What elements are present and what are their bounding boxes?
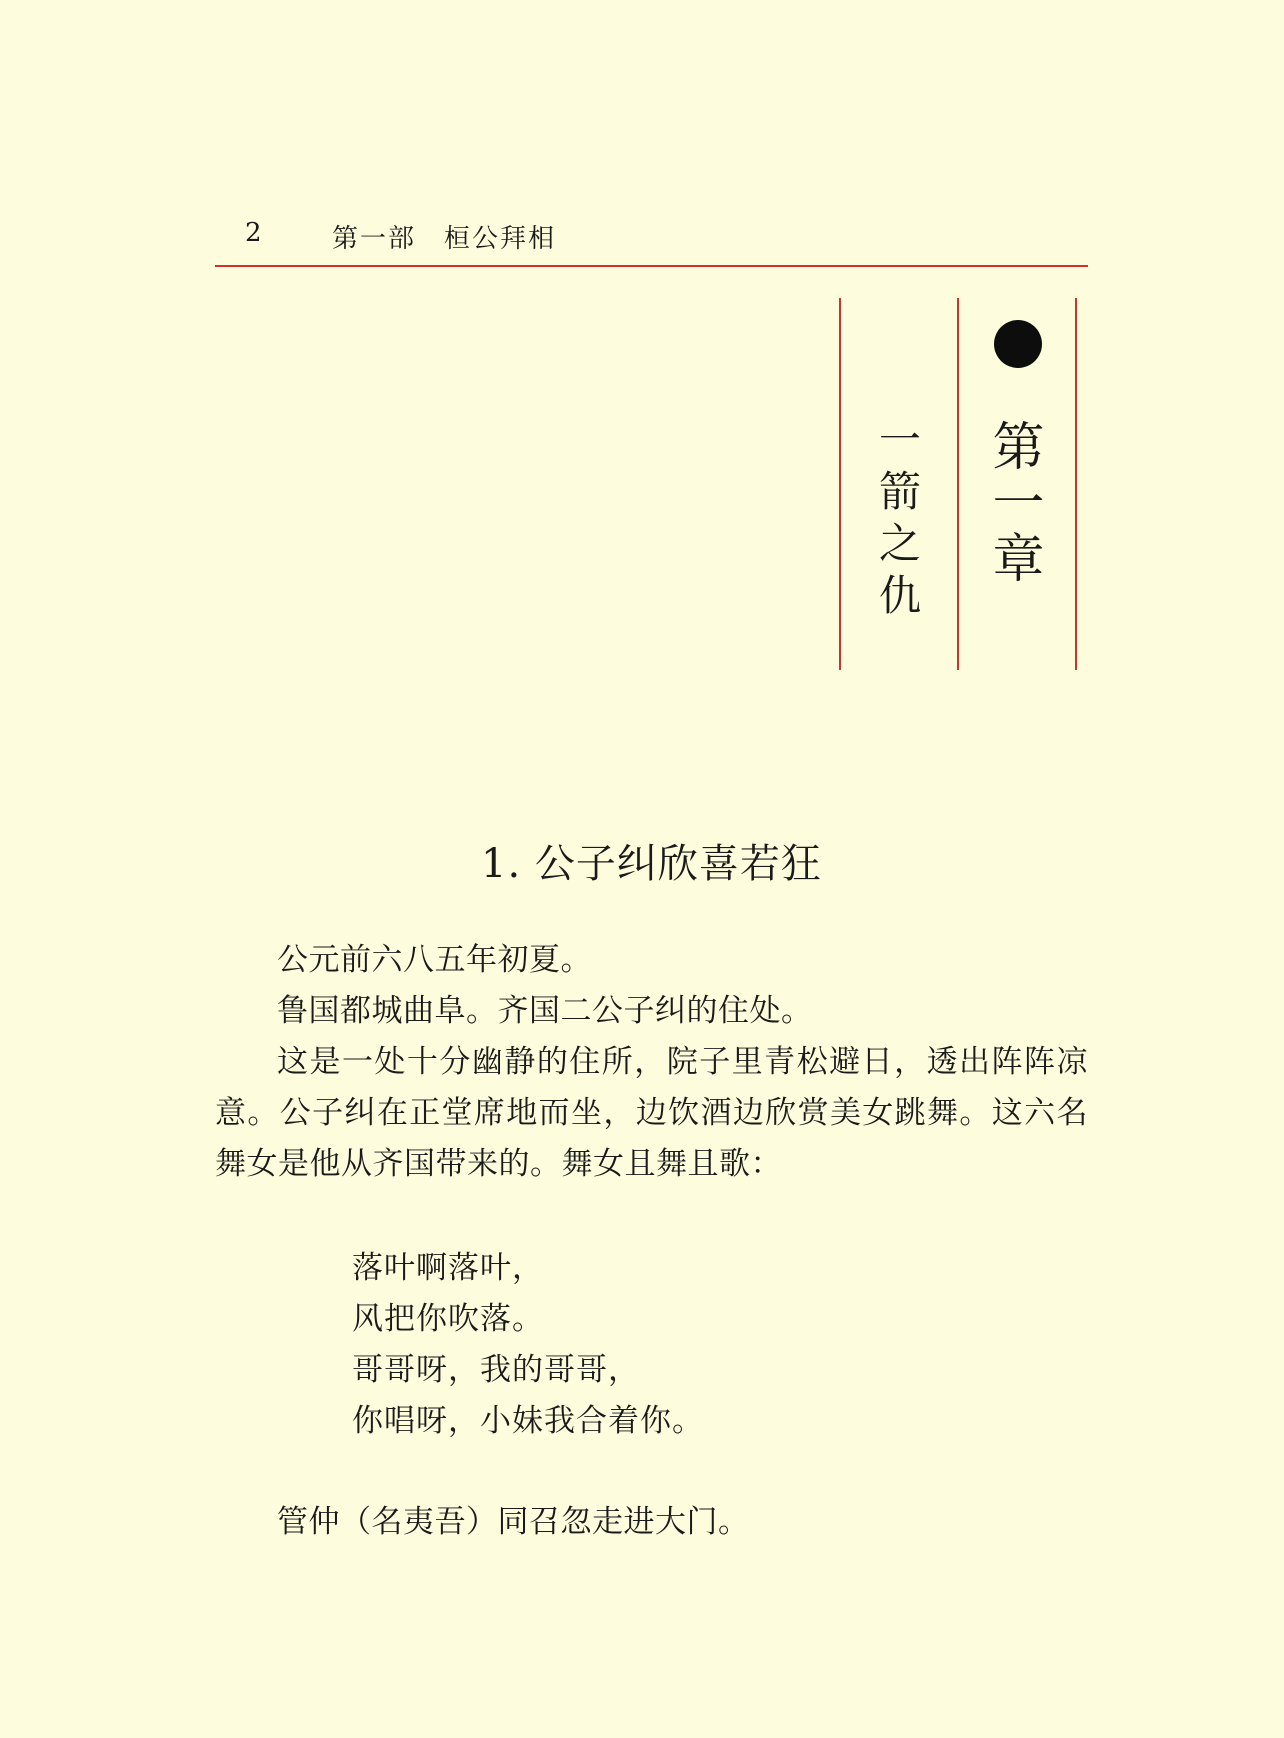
header-rule xyxy=(215,265,1088,267)
poem xyxy=(352,1243,952,1447)
chapter-label: 第一章 xyxy=(983,419,1043,587)
chapter-rule-middle xyxy=(957,298,959,670)
paragraph: 鲁国都城曲阜。齐国二公子纠的住处。 xyxy=(277,993,813,1029)
chapter-rule-left xyxy=(839,298,841,670)
poem-line: 风把你吹落。 xyxy=(352,1301,544,1337)
poem-line: 哥哥呀，我的哥哥， xyxy=(352,1352,640,1388)
chapter-bullet-icon xyxy=(994,320,1042,368)
chapter-title: 一箭之仇 xyxy=(873,417,922,625)
paragraph: 公元前六八五年初夏。 xyxy=(277,942,592,978)
poem-line: 落叶啊落叶， xyxy=(352,1250,544,1286)
section-title: 1. 公子纠欣喜若狂 xyxy=(481,841,822,887)
page-header xyxy=(215,218,1088,266)
page-number: 2 xyxy=(245,218,263,248)
poem-line: 你唱呀，小妹我合着你。 xyxy=(352,1403,704,1439)
body-text xyxy=(215,935,1088,1190)
closing-text xyxy=(215,1497,1088,1548)
chapter-heading-box xyxy=(839,298,1079,670)
paragraph: 这是一处十分幽静的住所，院子里青松避日，透出阵阵凉意。公子纠在正堂席地而坐，边饮酒边欣赏美女跳舞。这六名舞女是他从齐国带来的。舞女且舞且歌： xyxy=(215,1044,1088,1182)
paragraph: 管仲（名夷吾）同召忽走进大门。 xyxy=(277,1504,750,1540)
chapter-rule-right xyxy=(1075,298,1077,670)
running-head: 第一部 桓公拜相 xyxy=(332,224,557,254)
